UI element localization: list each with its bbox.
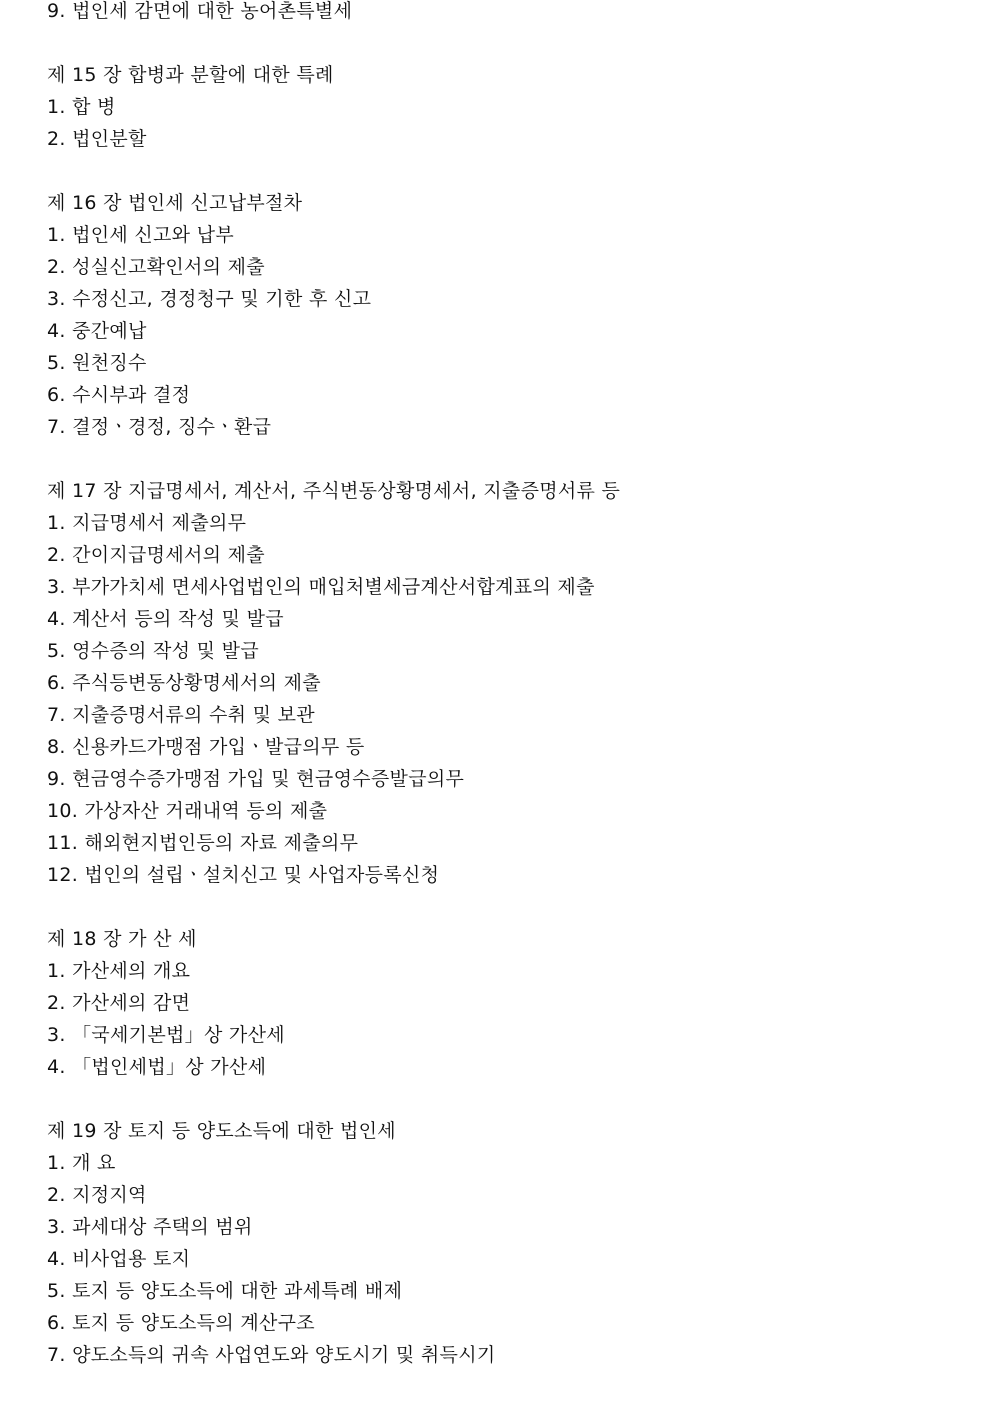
document-page [47, 0, 977, 1371]
toc-item: 2. 지정지역 [47, 1184, 147, 1206]
blank-line [47, 1083, 977, 1115]
toc-item: 6. 토지 등 양도소득의 계산구조 [47, 1312, 315, 1334]
toc-item: 12. 법인의 설립ㆍ설치신고 및 사업자등록신청 [47, 864, 440, 886]
toc-item: 1. 합 병 [47, 96, 116, 118]
chapter-heading: 제 19 장 토지 등 양도소득에 대한 법인세 [47, 1120, 396, 1142]
toc-item: 2. 성실신고확인서의 제출 [47, 256, 265, 278]
toc-item: 7. 결정ㆍ경정, 징수ㆍ환급 [47, 416, 272, 438]
toc-item: 3. 수정신고, 경정청구 및 기한 후 신고 [47, 288, 372, 310]
toc-item: 2. 가산세의 감면 [47, 992, 191, 1014]
toc-item: 3. 부가가치세 면세사업법인의 매입처별세금계산서합계표의 제출 [47, 576, 595, 598]
toc-item: 9. 법인세 감면에 대한 농어촌특별세 [47, 0, 353, 22]
chapter-heading: 제 15 장 합병과 분할에 대한 특례 [47, 64, 334, 86]
toc-item: 7. 양도소득의 귀속 사업연도와 양도시기 및 취득시기 [47, 1344, 496, 1366]
toc-item: 1. 개 요 [47, 1152, 116, 1174]
toc-item: 4. 계산서 등의 작성 및 발급 [47, 608, 284, 630]
blank-line [47, 891, 977, 923]
toc-item: 2. 법인분할 [47, 128, 147, 150]
toc-item: 4. 「법인세법」상 가산세 [47, 1056, 267, 1078]
toc-item: 4. 중간예납 [47, 320, 147, 342]
toc-item: 4. 비사업용 토지 [47, 1248, 191, 1270]
toc-item: 5. 토지 등 양도소득에 대한 과세특례 배제 [47, 1280, 403, 1302]
chapter-heading: 제 18 장 가 산 세 [47, 928, 197, 950]
blank-line [47, 155, 977, 187]
toc-item: 5. 영수증의 작성 및 발급 [47, 640, 259, 662]
toc-item: 2. 간이지급명세서의 제출 [47, 544, 265, 566]
blank-line [47, 443, 977, 475]
toc-item: 1. 가산세의 개요 [47, 960, 191, 982]
toc-item: 5. 원천징수 [47, 352, 147, 374]
toc-item: 7. 지출증명서류의 수취 및 보관 [47, 704, 315, 726]
toc-item: 9. 현금영수증가맹점 가입 및 현금영수증발급의무 [47, 768, 465, 790]
toc-item: 1. 지급명세서 제출의무 [47, 512, 247, 534]
blank-line [47, 27, 977, 59]
chapter-heading: 제 17 장 지급명세서, 계산서, 주식변동상황명세서, 지출증명서류 등 [47, 480, 621, 502]
chapter-heading: 제 16 장 법인세 신고납부절차 [47, 192, 303, 214]
toc-item: 3. 「국세기본법」상 가산세 [47, 1024, 285, 1046]
toc-item: 8. 신용카드가맹점 가입ㆍ발급의무 등 [47, 736, 365, 758]
toc-item: 6. 주식등변동상황명세서의 제출 [47, 672, 321, 694]
toc-item: 10. 가상자산 거래내역 등의 제출 [47, 800, 328, 822]
toc-item: 1. 법인세 신고와 납부 [47, 224, 234, 246]
toc-item: 3. 과세대상 주택의 범위 [47, 1216, 253, 1238]
toc-item: 6. 수시부과 결정 [47, 384, 191, 406]
toc-item: 11. 해외현지법인등의 자료 제출의무 [47, 832, 359, 854]
